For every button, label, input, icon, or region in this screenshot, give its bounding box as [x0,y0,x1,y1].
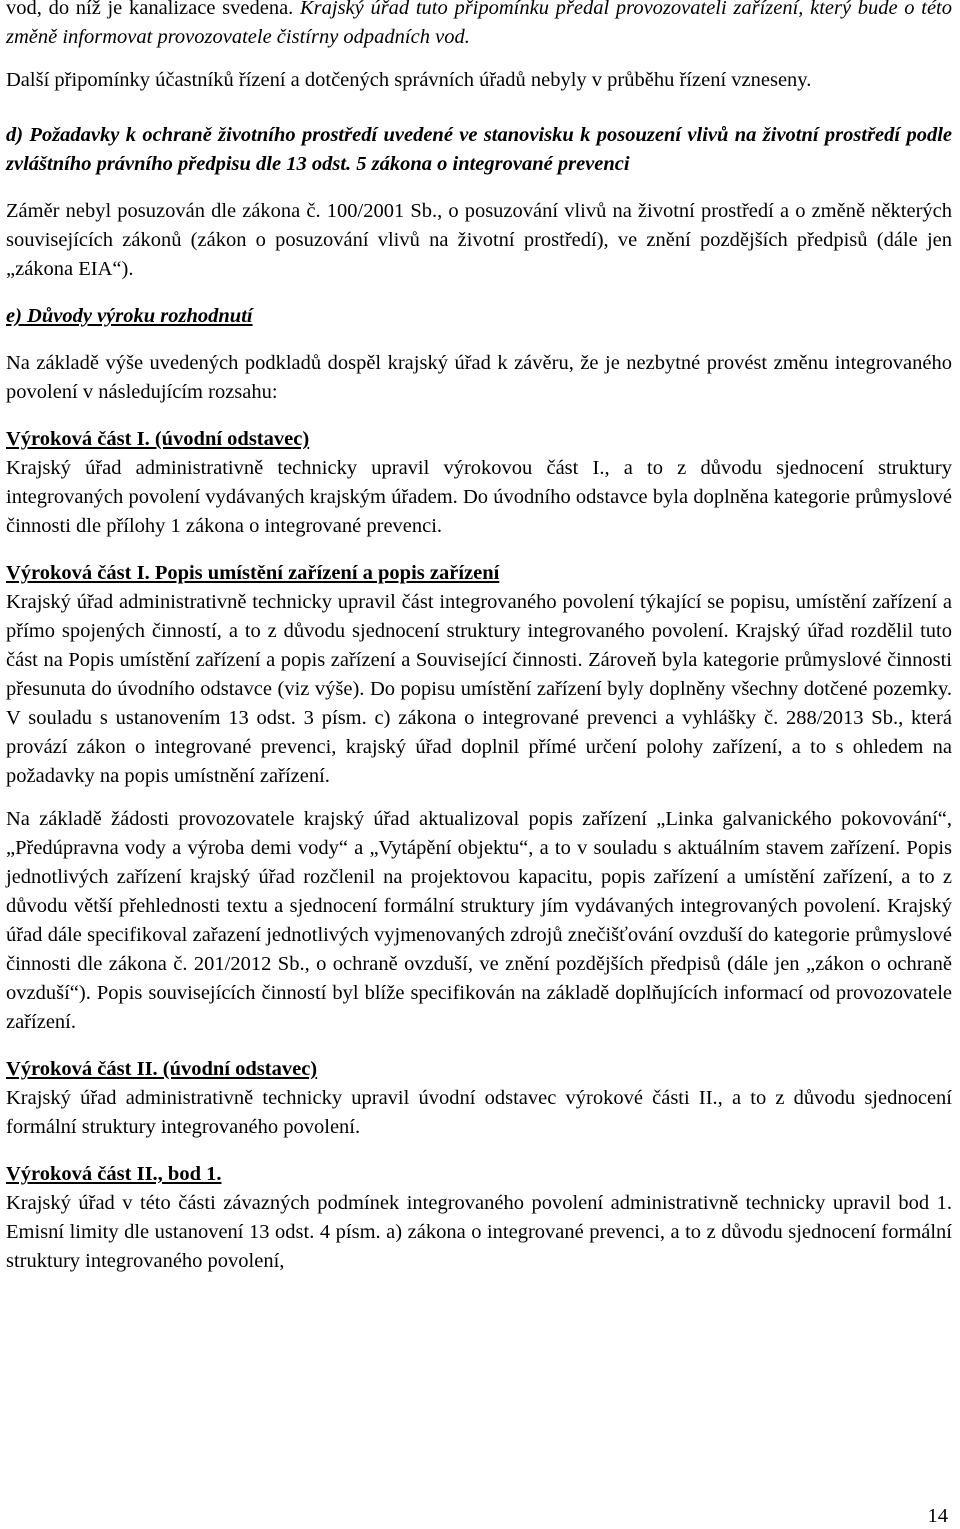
section-2-text: Krajský úřad administrativně technicky upravil část integrovaného povolení týkající se popisu, umístění zařízení a přímo spojených činností, a to z důvodu sjednocení struktury integrovaného povolení. Krajský úřad rozdělil tuto část na Popis umístění zařízení a popis zařízení a Související činnosti. Zároveň byla kategorie průmyslové činnosti přesunuta do úvodního odstavce (viz výše). Do popisu umístění zařízení byly doplněny všechny dotčené pozemky. V souladu s ustanovením 13 odst. 3 písm. c) zákona o integrované prevenci a vyhlášky č. 288/2013 Sb., která provází zákon o integrované prevenci, krajský úřad doplnil přímé určení polohy zařízení, a to s ohledem na požadavky na popis umístnění zařízení. [6,591,952,787]
intro-plain-text: vod, do níž je kanalizace svedena. [6,0,300,19]
section-4-heading: Výroková část II., bod 1. [6,1163,222,1185]
section-1-text: Krajský úřad administrativně technicky upravil výrokovou část I., a to z důvodu sjednocení struktury integrovaných povolení vydávaných krajským úřadem. Do úvodního odstavce byla doplněna kategorie průmyslové činnosti dle přílohy 1 zákona o integrované prevenci. [6,457,952,537]
paragraph-other-comments: Další připomínky účastníků řízení a dotčených správních úřadů nebyly v průběhu řízení vzneseny. [6,69,812,91]
intro-italic-text: Krajský úřad tuto připomínku předal provozovateli zařízení, který bude o této změně informovat provozovatele čistírny odpadních vod. [6,0,952,48]
paragraph-eia: Záměr nebyl posuzován dle zákona č. 100/2001 Sb., o posuzování vlivů na životní prostředí a o změně některých souvisejících zákonů (zákon o posuzování vlivů na životní prostředí), ve znění pozdějších předpisů (dále jen „zákona EIA“). [6,200,952,280]
section-4-text: Krajský úřad v této části závazných podmínek integrovaného povolení administrativně technicky upravil bod 1. Emisní limity dle ustanovení 13 odst. 4 písm. a) zákona o integrované prevenci, a to z důvodu sjednocení formální struktury integrovaného povolení, [6,1192,952,1272]
section-2-heading: Výroková část I. Popis umístění zařízení a popis zařízení [6,562,500,584]
section-1-heading: Výroková část I. (úvodní odstavec) [6,428,310,450]
paragraph-conclusion: Na základě výše uvedených podkladů dospěl krajský úřad k závěru, že je nezbytné provést změnu integrovaného povolení v následujícím rozsahu: [6,352,952,403]
paragraph-intro [6,0,952,52]
section-3-heading: Výroková část II. (úvodní odstavec) [6,1058,318,1080]
heading-d: d) Požadavky k ochraně životního prostředí uvedené ve stanovisku k posouzení vlivů na životní prostředí podle zvláštního právního předpisu dle 13 odst. 5 zákona o integrované prevenci [6,124,952,175]
document-page [6,0,952,1276]
page-number: 14 [927,1505,948,1527]
section-2-text-continued: Na základě žádosti provozovatele krajský úřad aktualizoval popis zařízení „Linka galvanického pokovování“, „Předúpravna vody a výroba demi vody“ a „Vytápění objektu“, a to v souladu s aktuálním stavem zařízení. Popis jednotlivých zařízení krajský úřad rozčlenil na projektovou kapacitu, popis zařízení a umístění zařízení, a to z důvodu větší přehlednosti textu a sjednocení formální struktury jím vydávaných integrovaných povolení. Krajský úřad dále specifikoval zařazení jednotlivých vyjmenovaných zdrojů znečišťování ovzduší do kategorie průmyslové činnosti dle zákona č. 201/2012 Sb., o ochraně ovzduší, ve znění pozdějších předpisů (dále jen „zákon o ochraně ovzduší“). Popis souvisejících činností byl blíže specifikován na základě doplňujících informací od provozovatele zařízení. [6,808,952,1033]
heading-e: e) Důvody výroku rozhodnutí [6,305,253,327]
section-3-text: Krajský úřad administrativně technicky upravil úvodní odstavec výrokové části II., a to z důvodu sjednocení formální struktury integrovaného povolení. [6,1087,952,1138]
